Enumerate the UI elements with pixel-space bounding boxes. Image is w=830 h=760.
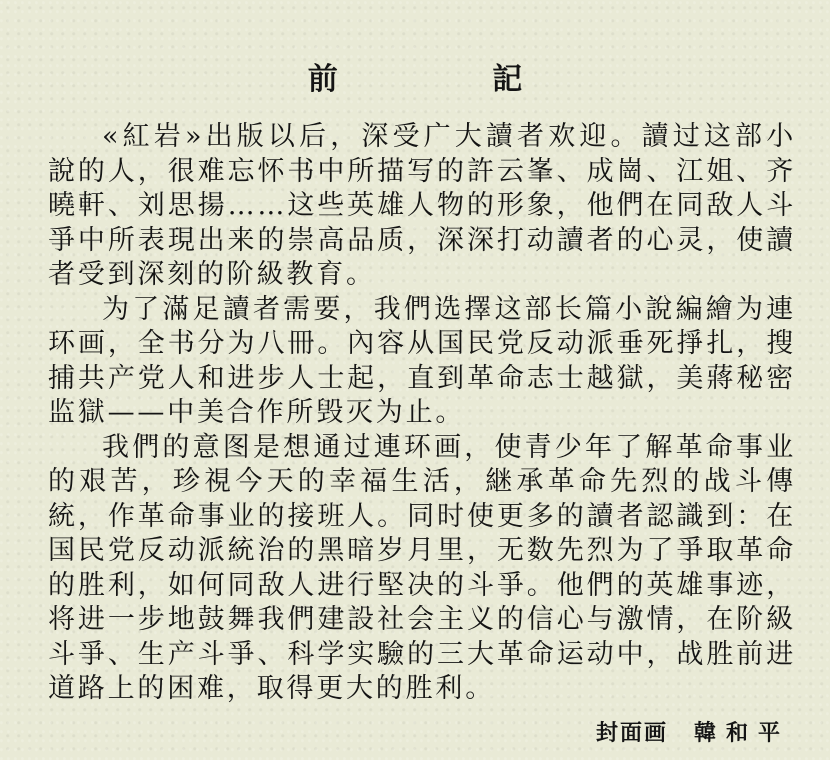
paragraph-1: «紅岩»出版以后，深受广大讀者欢迎。讀过这部小說的人，很难忘怀书中所描写的許云峯、成崗、江姐、齐曉軒、刘思揚……这些英雄人物的形象，他們在同敌人斗爭中所表現出来的崇高品质，深深打动讀者的心灵，使讀者受到深刻的阶級教育。: [48, 121, 796, 290]
page-title: 前 記: [307, 62, 595, 97]
preface-body: [48, 120, 796, 707]
paragraph-2: 为了滿足讀者需要，我們选擇这部长篇小說編繪为連环画，全书分为八冊。內容从国民党反动派垂死掙扎，搜捕共产党人和进步人士起，直到革命志士越獄，美蔣秘密监獄——中美合作所毁灭为止。: [48, 293, 796, 428]
cover-credit-label: 封面画: [595, 720, 668, 746]
cover-credit-name: 韓和平: [693, 720, 790, 746]
paragraph-3: 我們的意图是想通过連环画，使青少年了解革命事业的艰苦，珍視今天的幸福生活，継承革命先烈的战斗傳統，作革命事业的接班人。同时使更多的讀者認識到：在国民党反动派統治的黑暗岁月里，无数先烈为了爭取革命的胜利，如何同敌人进行堅决的斗爭。他們的英雄事迹，将进一步地鼓舞我們建設社会主义的信心与激情，在阶級斗爭、生产斗爭、科学实驗的三大革命运动中，战胜前进道路上的困难，取得更大的胜利。: [48, 431, 796, 704]
cover-credit: [596, 716, 790, 747]
